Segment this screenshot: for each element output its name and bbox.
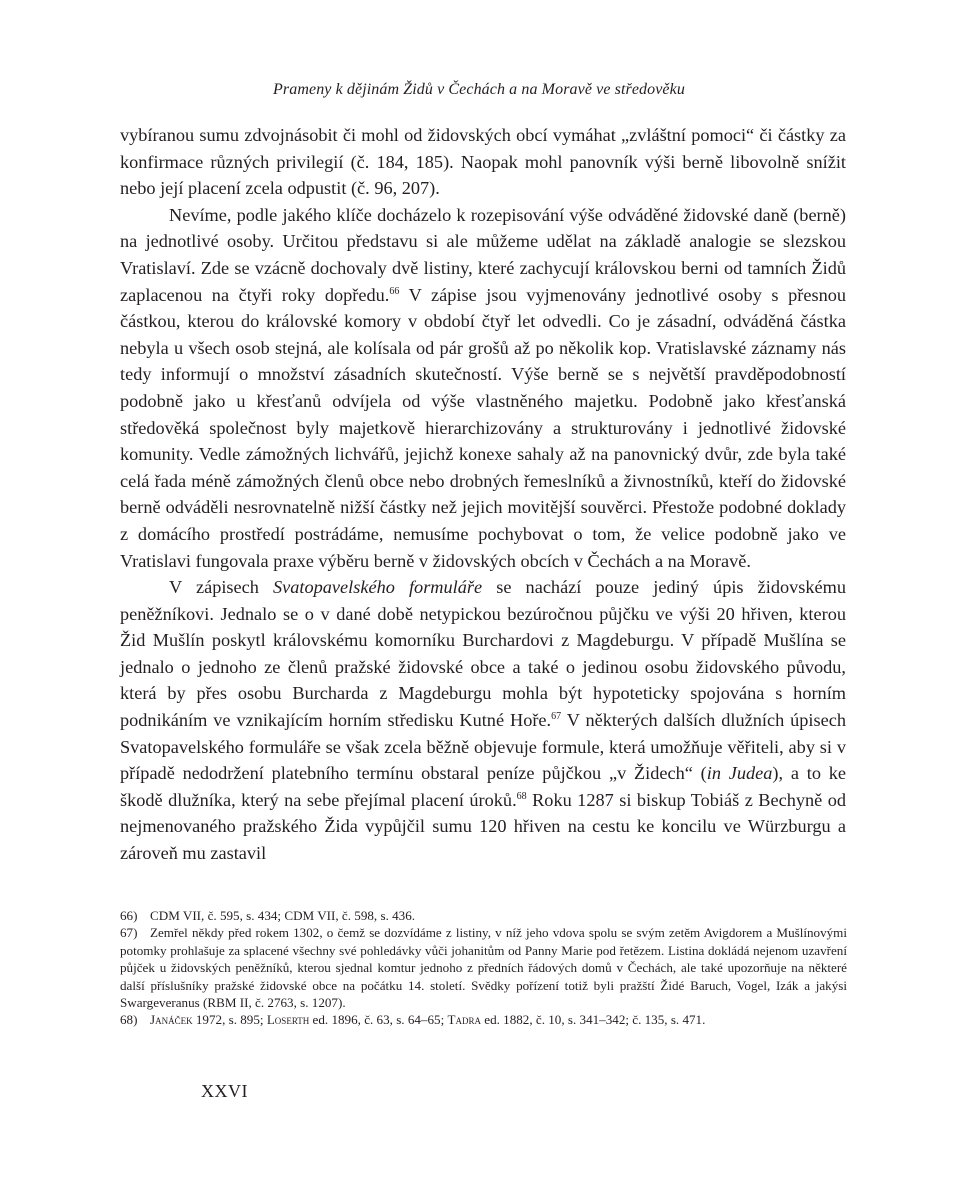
paragraph-2 [120,202,846,574]
main-text [120,122,846,867]
footnote-ref-67[interactable]: 67 [551,711,562,723]
footnote-67 [120,924,847,1011]
paragraph-3-text-b: se nachází pouze jediný úpis židovskému peněžníkovi. Jednalo se o v dané době netypickou bezúročnou půjčku ve výši 20 hřiven, kterou Žid Mušlín poskytl královskému komorníku Burchardovi z Magdeburgu. V případě Mušlína se jednalo o jednoho ze členů pražské židovské obce a také o jedinou osobu židovského původu, která by přes osobu Burcharda z Magdeburgu mohla být hypoteticky spojována s horním podnikáním ve vznikajícím horním středisku Kutné Hoře. [120,577,846,731]
author-name: Tadra [447,1012,481,1028]
running-head: Prameny k dějinám Židů v Čechách a na Moravě ve středověku [273,81,685,98]
footnote-66 [120,907,847,924]
footnote-ref-66[interactable]: 66 [389,285,400,297]
paragraph-1: vybíranou sumu zdvojnásobit či mohl od židovských obcí vymáhat „zvláštní pomoci“ či částky za konfirmace různých privilegií (č. 184, 185). Naopak mohl panovník výši berně libovolně snížit nebo její placení zcela odpustit (č. 96, 207). [120,125,846,199]
italic-title-formular: Svatopavelského formuláře [273,577,483,598]
paragraph-3-text-a: V zápisech [169,577,274,598]
citation-text: ed. 1896, č. 63, s. 64–65; [309,1012,448,1028]
footnote-text: CDM VII, č. 595, s. 434; CDM VII, č. 598, s. 436. [150,908,416,923]
paragraph-3-text-e: Roku 1287 si biskup Tobiáš z Bechyně od nejmenovaného pražského Žida vypůjčil sumu 120 hřiven na cestu ke koncilu ve Würzburgu a zároveň mu zastavil [120,789,846,864]
citation-text: ed. 1882, č. 10, s. 341–342; č. 135, s. 471. [480,1012,706,1028]
footnote-number: 66) [120,908,138,923]
citation-text: 1972, s. 895; [192,1012,267,1028]
italic-latin-term: in Judea [706,763,773,784]
footnote-68 [120,1011,847,1028]
paragraph-2-text-a: Nevíme, podle jakého klíče docházelo k rozepisování výše odváděné židovské daně (berně) na jednotlivé osoby. Určitou představu si ale můžeme udělat na základě analogie se slezskou Vratislaví. Zde se vzácně dochovaly dvě listiny, které zachycují královskou berni od tamních Židů zaplacenou na čtyři roky dopředu. [120,204,846,305]
footnotes [120,907,847,1029]
page-number: XXVI [201,1081,248,1101]
paragraph-2-text-b: V zápise jsou vyjmenovány jednotlivé osoby s přesnou částkou, kterou do královské komory v období čtyř let odvedli. Co je zásadní, odváděná částka nebyla u všech osob stejná, ale kolísala od pár grošů až po několik kop. Vratislavské záznamy nás tedy informují o množství zásadních skutečností. Výše berně se s největší pravděpodobností podobně jako u křesťanů odvíjela od výše vlastněného majetku. Podobně jako křesťanská středověká společnost byly majetkově hierarchizovány a strukturovány i jednotlivé židovské komunity. Vedle zámožných lichvářů, jejichž konexe sahaly až na panovnický dvůr, zde byla také celá řada méně zámožných členů obce nebo drobných řemeslníků a živnostníků, kteří do židovské berně odváděli nesrovnatelně nižší částky než jejich movitější souvěrci. Přestože podobné doklady z domácího prostředí postrádáme, nemusíme pochybovat o tom, že velice podobně jako ve Vratislavi fungovala praxe výběru berně v židovských obcích v Čechách a na Moravě. [120,284,847,571]
footnote-ref-68[interactable]: 68 [516,790,527,802]
author-name: Loserth [266,1012,310,1028]
paragraph-3-text-c: V některých dalších dlužních úpisech Svatopavelského formuláře se však zcela běžně objevuje formule, která umožňuje věřiteli, aby si v případě nedodržení platebního termínu obstaral peníze půjčkou „v Židech“ ( [120,710,846,784]
footnote-text: Zemřel někdy před rokem 1302, o čemž se dozvídáme z listiny, v níž jeho vdova spolu se svým zetěm Avigdorem a Mušlínovými potomky prohlašuje za splacené všechny své pohledávky vůči johanitům od Panny Marie pod řetězem. Listina dokládá nejenom uzavření půjček u židovských peněžníků, kterou sjednal komtur jednoho z předních řádových domů v Čechách, ale také upozorňuje na některé další příslušníky pražské židovské obce na počátku 14. století. Svědky pořízení totiž byli pražští Židé Baruch, Vogel, Izák a jakýsi Swargeveranus (RBM II, č. 2763, s. 1207). [120,925,847,1011]
paragraph-3-text-d: ), a to ke škodě dlužníka, který na sebe přejímal placení úroků. [120,763,846,810]
author-name: Janáček [150,1012,193,1028]
paragraph-3 [120,574,846,867]
footnote-number: 68) [120,1012,138,1028]
footnote-number: 67) [120,925,138,941]
